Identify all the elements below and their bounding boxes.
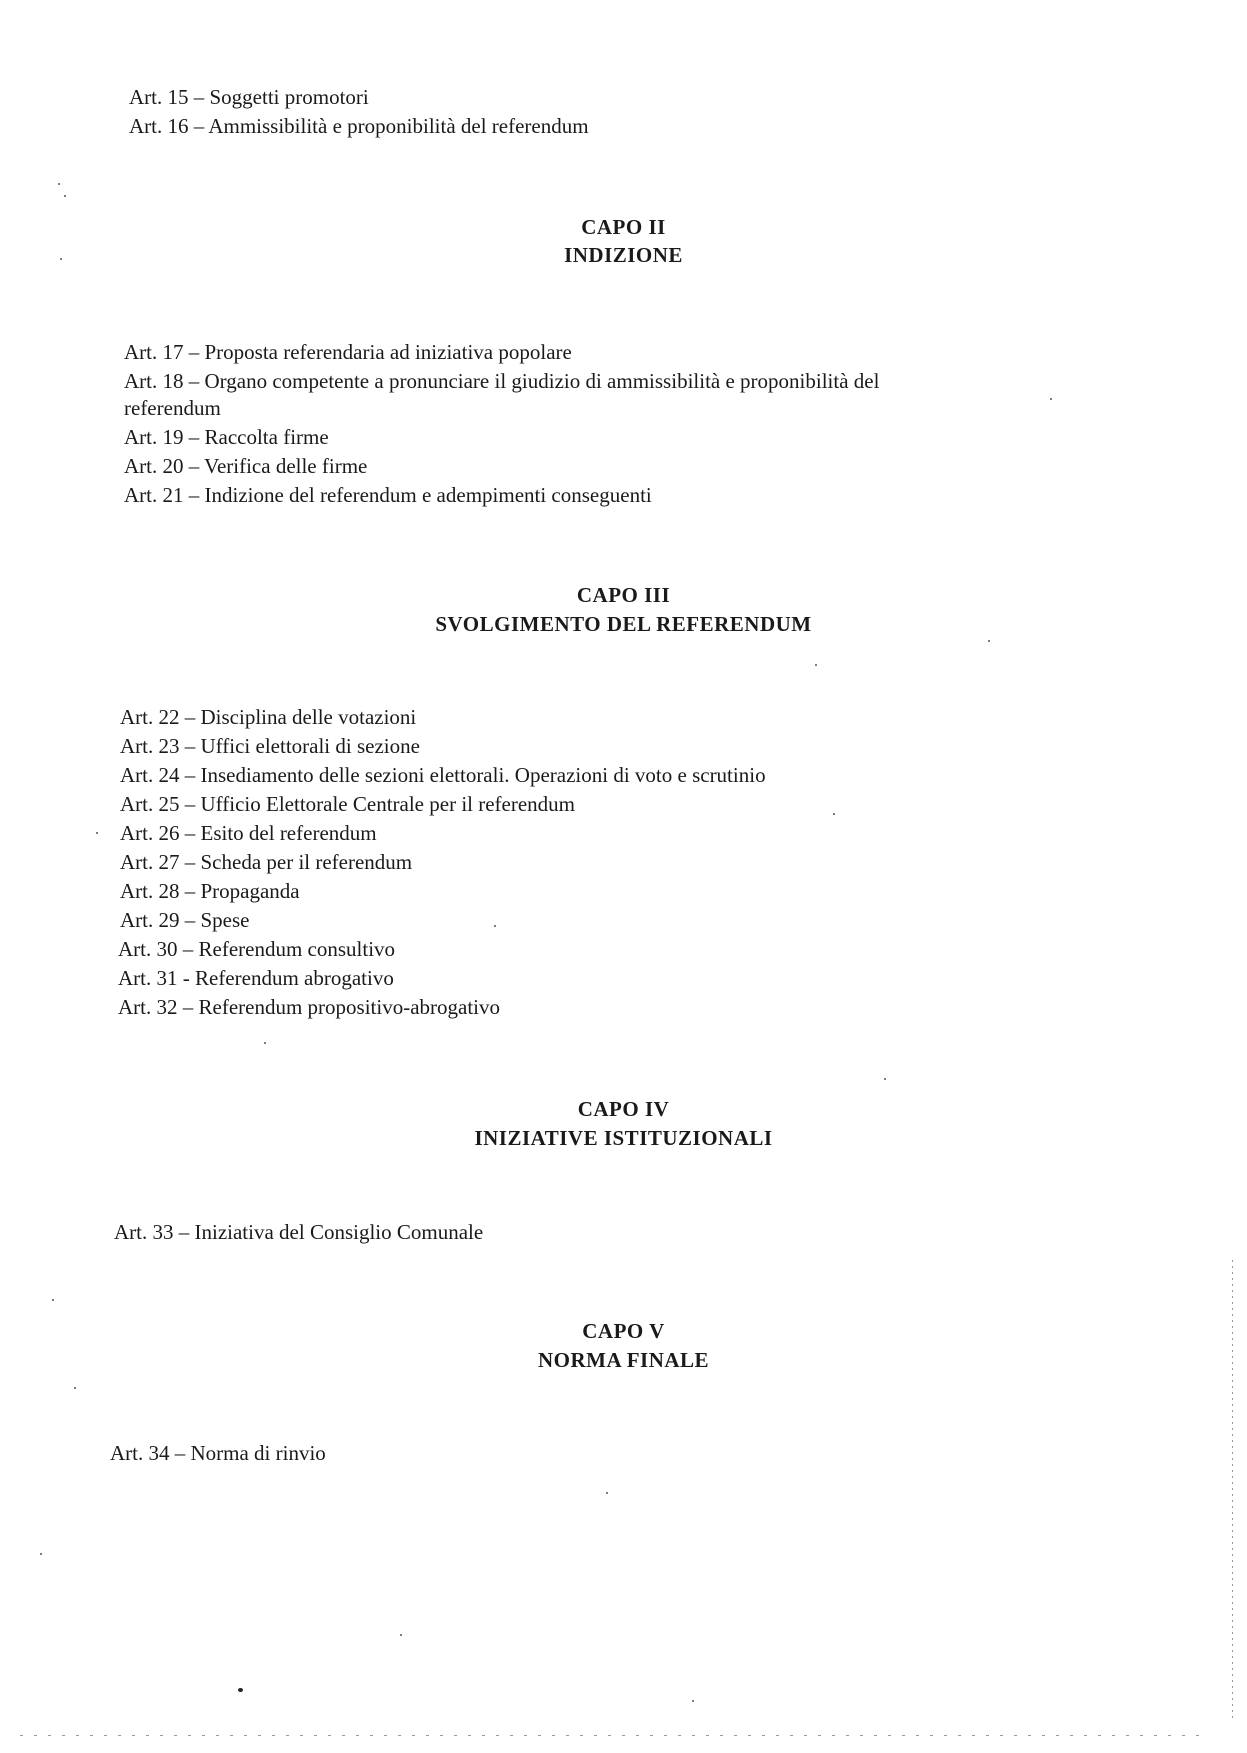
article-31: Art. 31 - Referendum abrogativo — [118, 966, 394, 990]
scan-speck — [238, 1688, 243, 1692]
article-34: Art. 34 – Norma di rinvio — [110, 1441, 326, 1465]
article-15: Art. 15 – Soggetti promotori — [129, 85, 369, 109]
capo-5-title: NORMA FINALE — [537, 1348, 710, 1372]
capo-4-number: CAPO IV — [577, 1097, 670, 1121]
article-16: Art. 16 – Ammissibilità e proponibilità del referendum — [129, 114, 589, 138]
scan-speck — [74, 1387, 76, 1389]
article-27: Art. 27 – Scheda per il referendum — [120, 850, 413, 874]
scan-edge-noise — [1232, 1260, 1233, 1720]
scan-speck — [833, 813, 835, 815]
scan-speck — [52, 1299, 54, 1301]
article-22: Art. 22 – Disciplina delle votazioni — [120, 705, 417, 729]
scan-speck — [400, 1634, 402, 1636]
article-28: Art. 28 – Propaganda — [120, 879, 300, 903]
scan-speck — [494, 925, 496, 927]
scan-speck — [60, 258, 62, 260]
article-20: Art. 20 – Verifica delle firme — [124, 454, 368, 478]
article-33: Art. 33 – Iniziativa del Consiglio Comunale — [114, 1220, 484, 1244]
article-30: Art. 30 – Referendum consultivo — [118, 937, 396, 961]
capo-2-title: INDIZIONE — [564, 243, 683, 267]
article-21: Art. 21 – Indizione del referendum e adempimenti conseguenti — [124, 483, 652, 507]
capo-5-number: CAPO V — [582, 1319, 665, 1343]
article-18: Art. 18 – Organo competente a pronunciare il giudizio di ammissibilità e proponibilità del — [124, 369, 880, 393]
scan-speck — [264, 1042, 266, 1044]
article-18-continued: referendum — [124, 396, 221, 420]
scan-speck — [64, 195, 66, 197]
article-25: Art. 25 – Ufficio Elettorale Centrale per il referendum — [120, 792, 576, 816]
scan-speck — [884, 1078, 886, 1080]
scan-speck — [815, 664, 817, 666]
scan-speck — [40, 1553, 42, 1555]
scan-speck — [606, 1492, 608, 1494]
scan-speck — [58, 183, 60, 185]
capo-2-number: CAPO II — [581, 215, 666, 239]
article-29: Art. 29 – Spese — [120, 908, 250, 932]
article-19: Art. 19 – Raccolta firme — [124, 425, 329, 449]
article-32: Art. 32 – Referendum propositivo-abrogativo — [118, 995, 500, 1019]
scan-speck — [96, 832, 98, 834]
capo-3-number: CAPO III — [576, 583, 671, 607]
scan-speck — [1050, 398, 1052, 400]
scan-speck — [692, 1700, 694, 1702]
scan-bottom-noise — [20, 1735, 1200, 1736]
capo-4-title: INIZIATIVE ISTITUZIONALI — [474, 1126, 773, 1150]
article-26: Art. 26 – Esito del referendum — [120, 821, 377, 845]
scan-speck — [988, 640, 990, 642]
article-23: Art. 23 – Uffici elettorali di sezione — [120, 734, 420, 758]
article-17: Art. 17 – Proposta referendaria ad iniziativa popolare — [124, 340, 572, 364]
capo-3-title: SVOLGIMENTO DEL REFERENDUM — [435, 612, 812, 636]
article-24: Art. 24 – Insediamento delle sezioni elettorali. Operazioni di voto e scrutinio — [120, 763, 766, 787]
